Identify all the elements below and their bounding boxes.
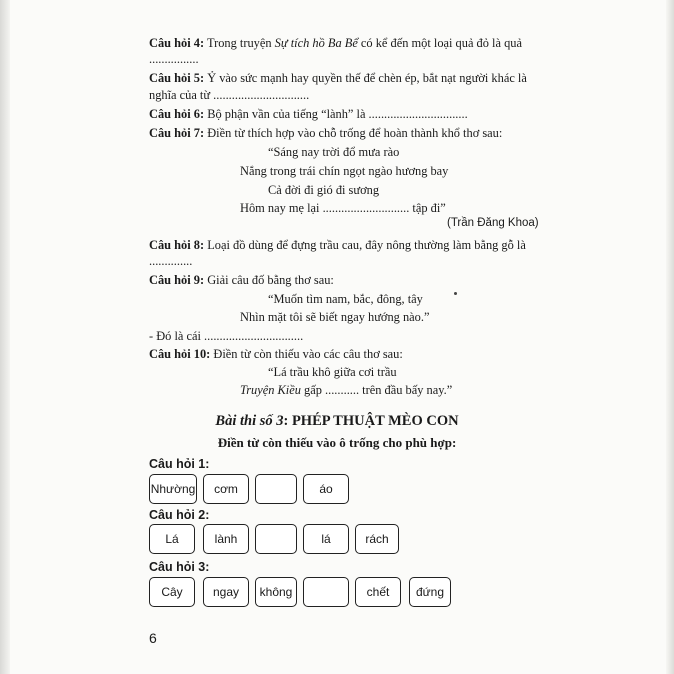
question-9-label: Câu hỏi 9: (149, 273, 205, 287)
page-number: 6 (149, 630, 157, 646)
print-speck (454, 292, 457, 295)
question-7-poem-line4: Hôm nay mẹ lại ............................ tập đi” (240, 201, 446, 215)
question-4-text-a: Trong truyện (204, 36, 275, 50)
question-7-poem-line1: “Sáng nay trời đổ mưa rào (268, 145, 400, 159)
row-2-label: Câu hỏi 2: (149, 508, 210, 522)
question-10-label: Câu hỏi 10: (149, 347, 211, 361)
question-9-poem-line1: “Muốn tìm nam, bắc, đông, tây (268, 292, 423, 306)
question-6 (149, 107, 468, 122)
word-cell[interactable]: không (255, 577, 297, 607)
section-3-title-italic: Bài thi số 3 (215, 413, 284, 429)
question-9 (149, 273, 334, 288)
question-5 (149, 71, 527, 86)
question-7-label: Câu hỏi 7: (149, 126, 205, 140)
question-4-label: Câu hỏi 4: (149, 36, 205, 50)
question-9-poem-line2: Nhìn mặt tôi sẽ biết ngay hướng nào.” (240, 310, 430, 324)
word-cell[interactable]: áo (303, 474, 349, 504)
question-5-text: Ỷ vào sức mạnh hay quyền thế để chèn ép, bắt nạt người khác là (204, 71, 527, 85)
word-cell[interactable]: chết (355, 577, 401, 607)
question-7-poem-line3: Cả đời đi gió đi sương (268, 183, 380, 197)
question-4-story-title: Sự tích hồ Ba Bể (274, 36, 358, 50)
question-7-poem-line2: Nắng trong trái chín ngọt ngào hương bay (240, 164, 449, 178)
question-10-book-title: Truyện Kiều (240, 383, 301, 397)
question-6-text: Bộ phận vần của tiếng “lành” là ................................ (204, 107, 468, 121)
blank-cell[interactable] (255, 474, 297, 504)
section-3-instruction: Điền từ còn thiếu vào ô trống cho phù hợp: (217, 435, 457, 450)
row-3-label: Câu hỏi 3: (149, 560, 210, 574)
question-10-poem-rest: gấp ........... trên đầu bấy nay.” (300, 383, 453, 397)
question-5-line2: nghĩa của từ ............................... (149, 88, 310, 102)
page-edge-left (0, 0, 10, 674)
word-cell[interactable]: lá (303, 524, 349, 554)
word-cell[interactable]: lành (203, 524, 249, 554)
question-7-text: Điền từ thích hợp vào chỗ trống để hoàn thành khổ thơ sau: (204, 126, 503, 140)
question-6-label: Câu hỏi 6: (149, 107, 205, 121)
row-1-label: Câu hỏi 1: (149, 457, 210, 471)
word-cell[interactable]: cơm (203, 474, 249, 504)
section-3-title-rest: : PHÉP THUẬT MÈO CON (283, 413, 459, 429)
question-9-answer: - Đó là cái ................................ (149, 329, 304, 343)
word-cell[interactable]: ngay (203, 577, 249, 607)
question-10-text: Điền từ còn thiếu vào các câu thơ sau: (210, 347, 403, 361)
question-7 (149, 126, 502, 141)
question-10-poem-line2 (240, 383, 452, 398)
blank-cell[interactable] (303, 577, 349, 607)
question-4-blank: ................ (149, 52, 199, 66)
question-5-label: Câu hỏi 5: (149, 71, 205, 85)
blank-cell[interactable] (255, 524, 297, 554)
question-10-poem-line1: “Lá trầu khô giữa cơi trầu (268, 365, 397, 379)
question-4 (149, 36, 522, 51)
word-cell[interactable]: Cây (149, 577, 195, 607)
word-cell[interactable]: Lá (149, 524, 195, 554)
question-4-text-b: có kể đến một loại quả đỏ là quả (357, 36, 522, 50)
word-cell[interactable]: đứng (409, 577, 451, 607)
question-10 (149, 347, 403, 362)
question-7-author: (Trần Đăng Khoa) (447, 217, 539, 229)
question-8-blank: .............. (149, 254, 193, 268)
question-8-label: Câu hỏi 8: (149, 238, 205, 252)
question-8 (149, 238, 526, 253)
word-cell[interactable]: Nhường (149, 474, 197, 504)
question-9-text: Giải câu đố bằng thơ sau: (204, 273, 334, 287)
section-3-title (0, 413, 674, 430)
page-edge-right (666, 0, 674, 674)
question-8-text: Loại đồ dùng để đựng trầu cau, đây nông thường làm bằng gỗ là (204, 238, 526, 252)
word-cell[interactable]: rách (355, 524, 399, 554)
